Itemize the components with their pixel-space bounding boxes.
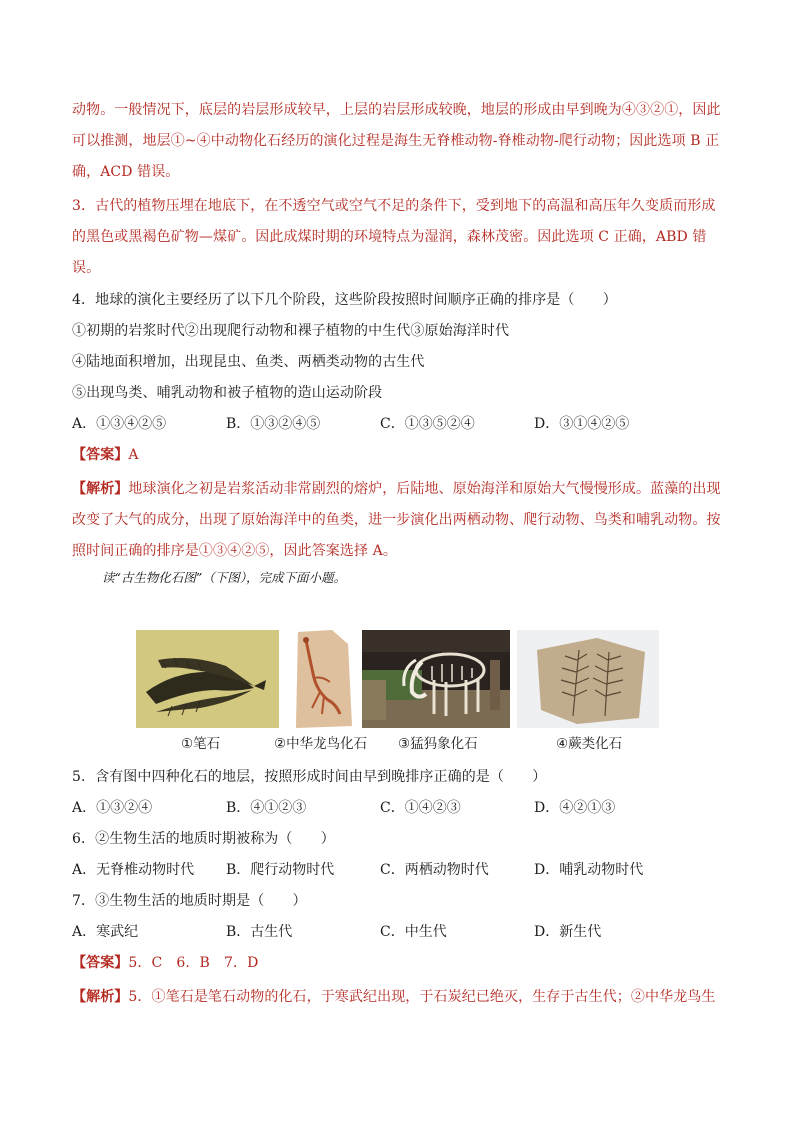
- mammoth-fossil-image: [362, 630, 510, 728]
- option-d: D．哺乳动物时代: [534, 862, 644, 878]
- option-a: A．无脊椎动物时代: [72, 862, 195, 878]
- option-c: C．两栖动物时代: [380, 862, 489, 878]
- option-d: D．新生代: [534, 924, 602, 940]
- option-c: C．①③⑤②④: [380, 416, 475, 432]
- option-a: A．①③②④: [72, 800, 153, 816]
- statement-line: ①初期的岩浆时代②出现爬行动物和裸子植物的中生代③原始海洋时代: [72, 323, 510, 339]
- answer-tag: 【答案】: [72, 955, 129, 971]
- sinosauropteryx-fossil-image: [292, 630, 354, 728]
- question-stem: 6．②生物生活的地质时期被称为（ ）: [72, 831, 335, 847]
- paragraph-line: [72, 131, 719, 151]
- paragraph-line: 3．古代的植物压埋在地底下，在不透空气或空气不足的条件下，受到地下的高温和高压年久变质而形成: [72, 198, 716, 214]
- figure-caption: ②中华龙鸟化石: [274, 736, 368, 752]
- analysis-line: 照时间正确的排序是①③④②⑤，因此答案选择 A。: [72, 543, 397, 559]
- option-a: A．①③④②⑤: [72, 416, 167, 432]
- paragraph-text: 可以推测，地层①~: [72, 133, 197, 149]
- option-b: B．爬行动物时代: [226, 862, 335, 878]
- paragraph-line: 的黑色或黑褐色矿物—煤矿。因此成煤时期的环境特点为湿润，森林茂密。因此选项 C 正确，ABD 错: [72, 229, 707, 245]
- paragraph-line: 误。: [72, 260, 101, 276]
- analysis-line: [72, 987, 716, 1007]
- answer-value: A: [128, 447, 139, 463]
- question-stem: 4．地球的演化主要经历了以下几个阶段，这些阶段按照时间顺序正确的排序是（ ）: [72, 292, 617, 308]
- option-b: B．①③②④⑤: [226, 416, 321, 432]
- option-c: C．中生代: [380, 924, 447, 940]
- option-b: B．④①②③: [226, 800, 307, 816]
- option-b: B．古生代: [226, 924, 293, 940]
- paragraph-line: 确，ACD 错误。: [72, 164, 180, 180]
- analysis-tag: 【解析】: [72, 481, 129, 497]
- option-a: A．寒武纪: [72, 924, 139, 940]
- question-stem: 7．③生物生活的地质时期是（ ）: [72, 893, 307, 909]
- figure-caption: ④蕨类化石: [556, 736, 623, 752]
- paragraph-line: 动物。一般情况下，底层的岩层形成较早，上层的岩层形成较晚，地层的形成由早到晚为④③②①，因此: [72, 102, 721, 118]
- answer-value: 5．C 6．B 7．D: [128, 955, 259, 971]
- paragraph-text-highlight: ④中动物化石经历的演化过程是海生无脊椎动物-脊椎动物-爬行动物；因此选项 B 正: [196, 133, 720, 149]
- analysis-text: 5．①笔石是笔石动物的化石，于寒武纪出现，于石炭纪已绝灭，生存于古生代；②中华龙鸟生: [128, 989, 716, 1005]
- analysis-tag: 【解析】: [72, 989, 129, 1005]
- analysis-line: 改变了大气的成分，出现了原始海洋中的鱼类，进一步演化出两栖动物、爬行动物、鸟类和哺乳动物。按: [72, 512, 721, 528]
- statement-line: ⑤出现鸟类、哺乳动物和被子植物的造山运动阶段: [72, 385, 383, 401]
- fern-fossil-image: [517, 630, 659, 728]
- option-d: D．③①④②⑤: [534, 416, 630, 432]
- analysis-line: [72, 479, 721, 499]
- statement-line: ④陆地面积增加，出现昆虫、鱼类、两栖类动物的古生代: [72, 354, 425, 370]
- answer-line: [72, 445, 139, 465]
- answer-tag: 【答案】: [72, 447, 129, 463]
- option-d: D．④②①③: [534, 800, 616, 816]
- figure-intro: 读“古生物化石图”（下图），完成下面小题。: [102, 570, 347, 585]
- figure-caption: ①笔石: [181, 736, 221, 752]
- option-c: C．①④②③: [380, 800, 461, 816]
- graptolite-fossil-image: [136, 630, 279, 728]
- question-stem: 5．含有图中四种化石的地层，按照形成时间由早到晚排序正确的是（ ）: [72, 769, 547, 785]
- answer-line: [72, 953, 258, 973]
- figure-caption: ③猛犸象化石: [398, 736, 478, 752]
- analysis-text: 地球演化之初是岩浆活动非常剧烈的熔炉，后陆地、原始海洋和原始大气慢慢形成。蓝藻的出现: [128, 481, 721, 497]
